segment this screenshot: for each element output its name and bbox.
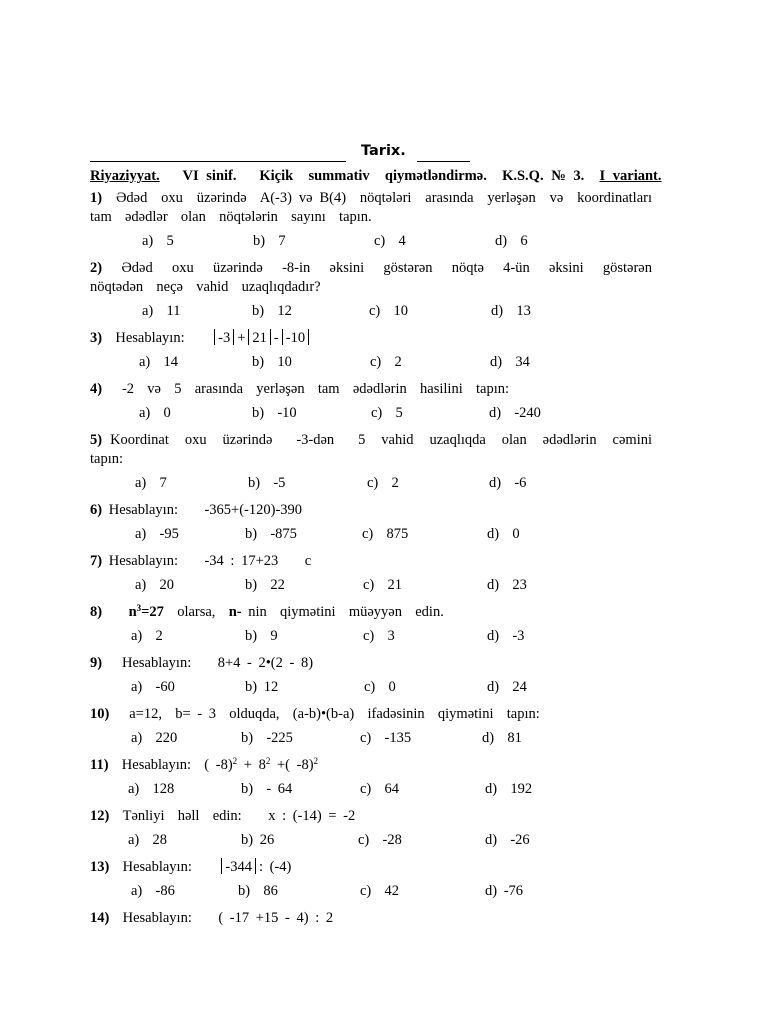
answer-b: b) 9 bbox=[245, 628, 278, 644]
answer-a: a) 7 bbox=[135, 475, 167, 491]
answers-2 bbox=[90, 301, 652, 325]
answer-b: b) 12 bbox=[245, 679, 279, 695]
answer-d: d) 0 bbox=[487, 526, 520, 542]
question-text: Hesablayın: -365+(-120)-390 bbox=[108, 502, 303, 518]
question-7: 7) Hesablayın: -34 : 17+23 c bbox=[90, 553, 312, 569]
subject-label: Riyaziyyat. bbox=[90, 168, 160, 184]
answer-b: b) 22 bbox=[245, 577, 285, 593]
answers-3 bbox=[90, 352, 652, 376]
question-14: 14) Hesablayın: ( -17 +15 - 4) : 2 bbox=[90, 910, 334, 926]
question-text: Hesablayın: -34 : 17+23 c bbox=[108, 553, 312, 569]
question-8: 8) $n^3=27$ olarsa, n- nin qiymətini müəyyən edin. bbox=[90, 603, 444, 620]
answers-8 bbox=[90, 626, 652, 650]
answer-a: a) -60 bbox=[131, 679, 175, 695]
answer-c: c) 3 bbox=[363, 628, 395, 644]
answer-c: c) 2 bbox=[367, 475, 399, 491]
question-13: 13) Hesablayın: -344 : (-4) bbox=[90, 859, 292, 875]
question-9: 9) Hesablayın: 8+4 - 2•(2 - 8) bbox=[90, 655, 314, 671]
answer-b: b) -5 bbox=[248, 475, 286, 491]
question-text: nin qiymətini müəyyən edin. bbox=[248, 604, 444, 620]
answer-a: a) 11 bbox=[142, 303, 181, 319]
question-4: 4) -2 və 5 arasında yerləşən tam ədədlərin hasilini tapın: bbox=[90, 381, 509, 397]
title-middle: VI sinif. Kiçik summativ qiymətləndirmə. K.S.Q. № 3. bbox=[182, 168, 585, 184]
answer-a: a) -86 bbox=[131, 883, 175, 899]
date-blank-line bbox=[417, 161, 470, 162]
math-expression: -3 + 21 - -10 bbox=[211, 330, 312, 346]
answers-12 bbox=[90, 830, 652, 854]
answers-9 bbox=[90, 677, 652, 701]
answers-13 bbox=[90, 881, 652, 905]
variant-label: I variant. bbox=[599, 168, 662, 184]
answer-c: c) 10 bbox=[369, 303, 409, 319]
question-text: Koordinat oxu üzərində -3-dən 5 vahid uzaqlıqda olan ədədlərin cəmini tapın: bbox=[90, 432, 666, 467]
answer-a: a) 2 bbox=[131, 628, 163, 644]
question-5: 5) Koordinat oxu üzərində -3-dən 5 vahid uzaqlıqda olan ədədlərin cəmini tapın: bbox=[90, 432, 666, 467]
answer-d: d) 34 bbox=[490, 354, 530, 370]
answer-d: d) -26 bbox=[485, 832, 530, 848]
answer-a: a) 220 bbox=[131, 730, 178, 746]
question-11: 11) Hesablayın: ( $-8)^2 + 8^2$ +( -8)$^2$ bbox=[90, 756, 319, 773]
question-1: 1) Ədəd oxu üzərində A(-3) və B(4) nöqtələri arasında yerləşən və koordinatları tam ədədlər olan nöqtələrin sayını tapın. bbox=[90, 190, 666, 225]
answers-11 bbox=[90, 779, 652, 803]
answer-c: c) -135 bbox=[360, 730, 412, 746]
answer-a: a) -95 bbox=[135, 526, 179, 542]
answer-b: b) -225 bbox=[241, 730, 293, 746]
answer-b: b) 10 bbox=[252, 354, 292, 370]
question-text: Hesablayın: bbox=[121, 757, 192, 773]
math-expression: -344 : (-4) bbox=[218, 859, 291, 875]
question-10: 10) a=12, b= - 3 olduqda, (a-b)•(b-a) ifadəsinin qiymətini tapın: bbox=[90, 706, 540, 722]
question-6: 6) Hesablayın: -365+(-120)-390 bbox=[90, 502, 303, 518]
answer-d: d) 24 bbox=[487, 679, 527, 695]
worksheet bbox=[90, 140, 666, 928]
question-text: -2 və 5 arasında yerləşən tam ədədlərin hasilini tapın: bbox=[121, 381, 509, 397]
answer-b: b) 7 bbox=[253, 233, 286, 249]
answers-7 bbox=[90, 575, 652, 599]
answer-d: d) 23 bbox=[487, 577, 527, 593]
answer-c: c) -28 bbox=[358, 832, 402, 848]
answer-c: c) 875 bbox=[362, 526, 409, 542]
question-12: 12) Tənliyi həll edin: x : (-14) = -2 bbox=[90, 808, 356, 824]
answers-4 bbox=[90, 403, 652, 427]
answer-d: d) -3 bbox=[487, 628, 525, 644]
answer-a: a) 20 bbox=[135, 577, 175, 593]
answers-10 bbox=[90, 728, 652, 752]
question-text: a=12, b= - 3 olduqda, (a-b)•(b-a) ifadəsinin qiymətini tapın: bbox=[129, 706, 540, 722]
answer-c: c) 21 bbox=[363, 577, 403, 593]
answer-b: b) 86 bbox=[238, 883, 278, 899]
question-text: Hesablayın: bbox=[115, 330, 185, 346]
answer-d: d) -6 bbox=[489, 475, 527, 491]
answers-1 bbox=[90, 231, 652, 255]
question-text: Ədəd oxu üzərində A(-3) və B(4) nöqtələri arasında yerləşən və koordinatları tam ədədlər olan nöqtələrin sayını tapın. bbox=[90, 190, 666, 225]
question-text: Hesablayın: ( -17 +15 - 4) : 2 bbox=[122, 910, 334, 926]
answer-c: c) 2 bbox=[370, 354, 402, 370]
answer-c: c) 0 bbox=[364, 679, 396, 695]
answer-d: d) -240 bbox=[489, 405, 541, 421]
worksheet-title bbox=[90, 168, 662, 185]
answer-d: d) 6 bbox=[495, 233, 528, 249]
math-expression: ( $-8)^2 + 8^2$ +( -8)$^2$ bbox=[197, 756, 319, 773]
answer-d: d) 13 bbox=[491, 303, 531, 319]
answer-c: c) 42 bbox=[360, 883, 400, 899]
answer-a: a) 28 bbox=[128, 832, 168, 848]
answer-b: b) 12 bbox=[252, 303, 292, 319]
answer-d: d) 192 bbox=[485, 781, 533, 797]
answer-c: c) 64 bbox=[360, 781, 400, 797]
answer-a: a) 128 bbox=[128, 781, 175, 797]
answer-c: c) 5 bbox=[371, 405, 403, 421]
question-text: Hesablayın: 8+4 - 2•(2 - 8) bbox=[121, 655, 314, 671]
answer-d: d) 81 bbox=[482, 730, 522, 746]
answer-b: b) - 64 bbox=[241, 781, 293, 797]
answer-b: b) -10 bbox=[252, 405, 297, 421]
question-2: 2) Ədəd oxu üzərində -8-in əksini göstərən nöqtə 4-ün əksini göstərən nöqtədən neçə vahid uzaqlıqdadır? bbox=[90, 260, 666, 295]
question-text: Hesablayın: bbox=[122, 859, 192, 875]
answer-a: a) 14 bbox=[139, 354, 179, 370]
question-text: Tənliyi həll edin: x : (-14) = -2 bbox=[122, 808, 356, 824]
answer-d: d) -76 bbox=[485, 883, 524, 899]
answer-a: a) 5 bbox=[142, 233, 174, 249]
answer-b: b) 26 bbox=[241, 832, 275, 848]
date-label: Tarix. bbox=[361, 143, 406, 159]
question-text: Ədəd oxu üzərində -8-in əksini göstərən nöqtə 4-ün əksini göstərən nöqtədən neçə vahid uzaqlıqdadır? bbox=[90, 260, 666, 295]
name-blank-line bbox=[90, 161, 346, 162]
question-3: 3) Hesablayın: -3 + 21 - -10 bbox=[90, 329, 652, 348]
equation: $n^3=27$ bbox=[128, 603, 164, 620]
answer-a: a) 0 bbox=[139, 405, 171, 421]
answers-6 bbox=[90, 524, 652, 548]
answer-c: c) 4 bbox=[374, 233, 406, 249]
answer-b: b) -875 bbox=[245, 526, 297, 542]
answers-5 bbox=[90, 473, 652, 497]
header-line bbox=[90, 140, 652, 164]
